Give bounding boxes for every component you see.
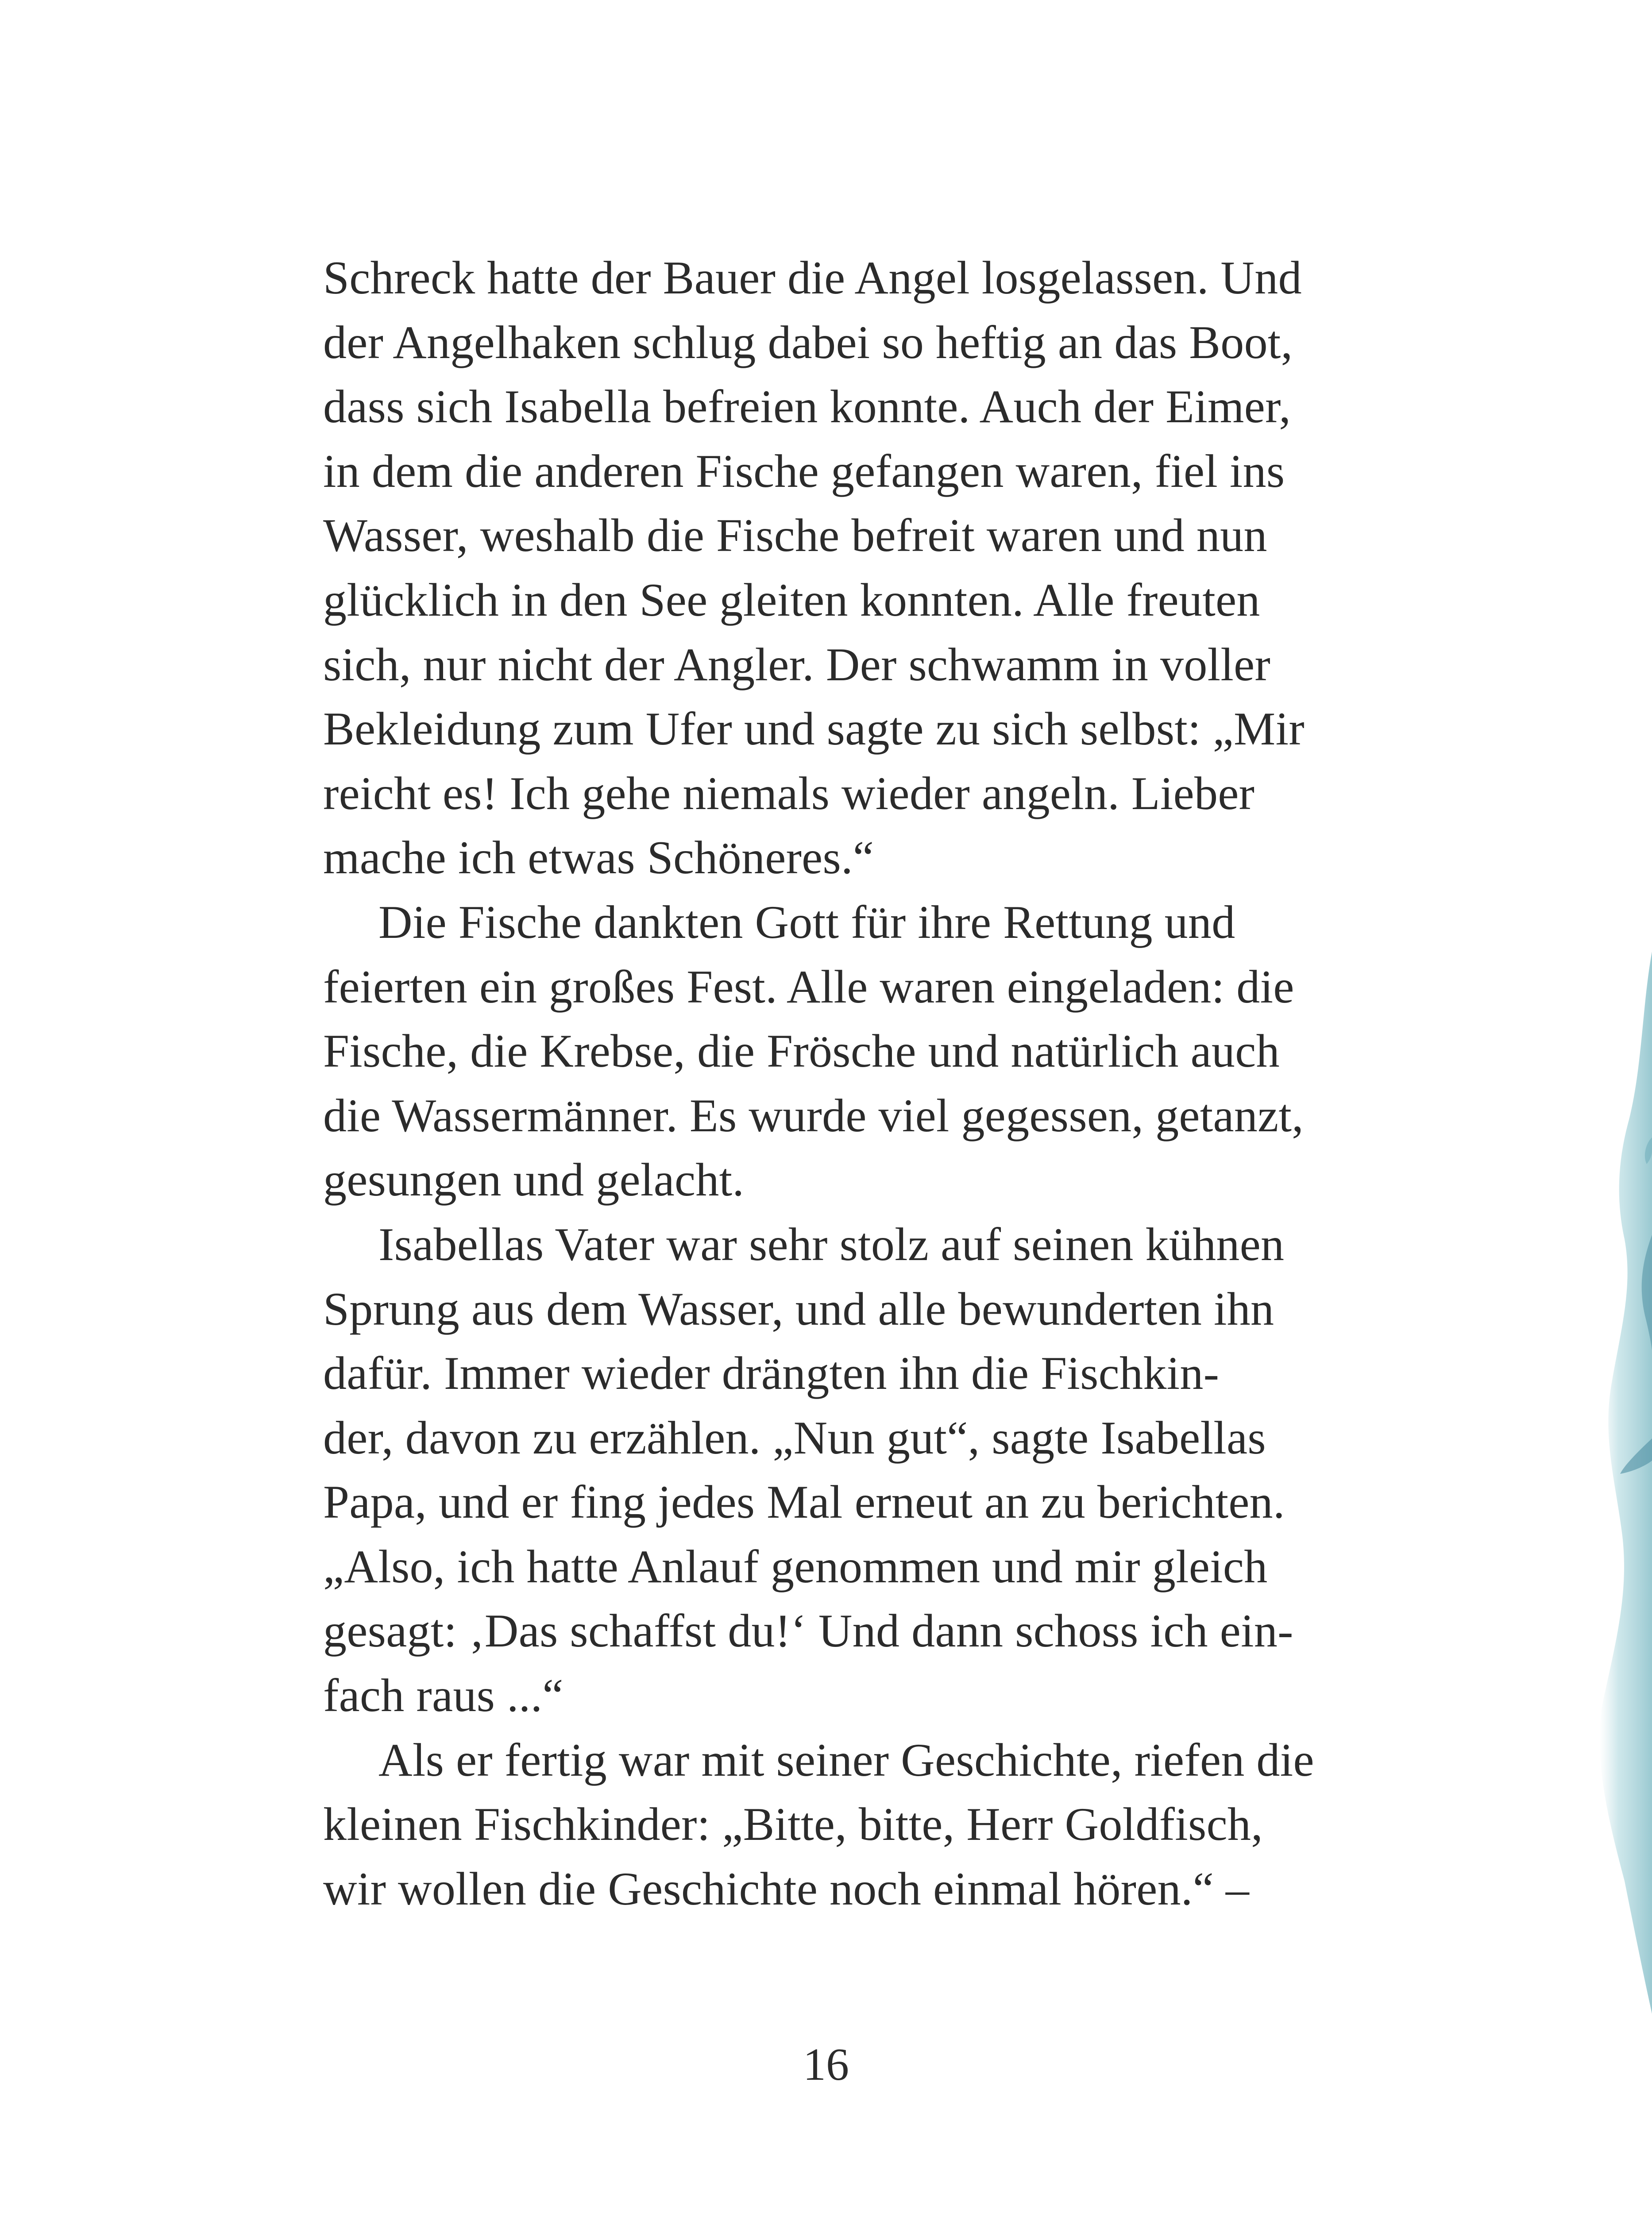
text-line: der Angelhaken schlug dabei so heftig an das Boot, <box>323 316 1293 368</box>
text-line: mache ich etwas Schöneres.“ <box>323 832 874 884</box>
text-line: Papa, und er fing jedes Mal erneut an zu berichten. <box>323 1476 1285 1528</box>
text-line: dass sich Isabella befreien konnte. Auch der Eimer, <box>323 381 1291 433</box>
text-line: Isabellas Vater war sehr stolz auf seinen kühnen <box>378 1218 1285 1270</box>
text-line: fach raus ...“ <box>323 1669 564 1722</box>
text-line: sich, nur nicht der Angler. Der schwamm in voller <box>323 638 1271 690</box>
text-line: Als er fertig war mit seiner Geschichte, riefen die <box>378 1734 1314 1786</box>
text-line: gesagt: ‚Das schaffst du!‘ Und dann schoss ich ein- <box>323 1605 1293 1657</box>
text-line: „Also, ich hatte Anlauf genommen und mir gleich <box>323 1540 1268 1592</box>
text-line: dafür. Immer wieder drängten ihn die Fischkin- <box>323 1347 1220 1400</box>
text-line: Die Fische dankten Gott für ihre Rettung und <box>378 896 1235 948</box>
text-line: gesungen und gelacht. <box>323 1154 745 1206</box>
page-number: 16 <box>803 2039 849 2090</box>
watercolor-wash-shape <box>1600 952 1652 2014</box>
text-line: Fische, die Krebse, die Frösche und natürlich auch <box>323 1025 1280 1077</box>
watercolor-illustration-edge <box>1576 952 1652 2014</box>
text-line: wir wollen die Geschichte noch einmal hören.“ – <box>323 1862 1250 1915</box>
text-line: kleinen Fischkinder: „Bitte, bitte, Herr Goldfisch, <box>323 1798 1263 1851</box>
text-line: reicht es! Ich gehe niemals wieder angeln. Lieber <box>323 767 1255 819</box>
text-line: Wasser, weshalb die Fische befreit waren und nun <box>323 509 1267 562</box>
watercolor-stroke-shape <box>1642 1235 1652 1350</box>
text-line: Schreck hatte der Bauer die Angel losgelassen. Und <box>323 252 1302 304</box>
text-line: Sprung aus dem Wasser, und alle bewunderten ihn <box>323 1283 1274 1335</box>
text-line: glücklich in den See gleiten konnten. Alle freuten <box>323 574 1260 626</box>
text-line: die Wassermänner. Es wurde viel gegessen, getanzt, <box>323 1089 1304 1141</box>
text-line: feierten ein großes Fest. Alle waren eingeladen: die <box>323 960 1294 1013</box>
body-text <box>323 246 1377 1921</box>
text-line: Bekleidung zum Ufer und sagte zu sich selbst: „Mir <box>323 703 1305 755</box>
watercolor-stroke-shape <box>1620 1438 1652 1474</box>
text-line: in dem die anderen Fische gefangen waren, fiel ins <box>323 445 1285 497</box>
text-line: der, davon zu erzählen. „Nun gut“, sagte Isabellas <box>323 1411 1266 1464</box>
watercolor-stroke-shape <box>1645 1137 1652 1164</box>
